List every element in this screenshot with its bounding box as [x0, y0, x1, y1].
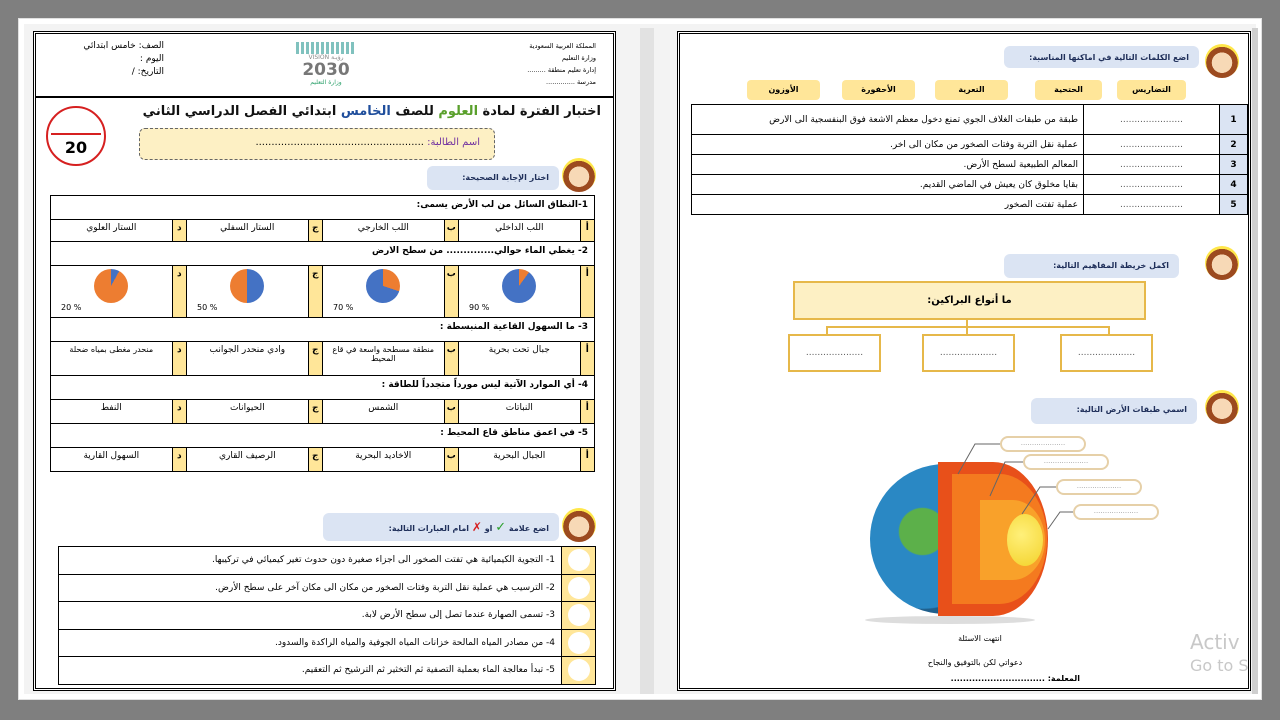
day-label: اليوم : — [139, 54, 164, 64]
answer-circle[interactable] — [562, 574, 596, 602]
score-divider — [51, 133, 101, 135]
logo-ministry: وزارة التعليم — [310, 79, 342, 86]
option-q4-a[interactable]: النباتات — [459, 400, 581, 424]
answer-blank[interactable]: ...................... — [1084, 175, 1220, 195]
option-letter: د — [172, 220, 186, 242]
option-letter: ج — [308, 342, 322, 376]
title-text: للصف — [390, 104, 439, 119]
layer-pointer-lines — [930, 434, 1090, 544]
option-q3-c[interactable]: وادي منحدر الجوانب — [187, 342, 309, 376]
option-q5-c[interactable]: الرصيف القاري — [187, 448, 309, 472]
section2-instruction — [323, 513, 559, 541]
option-letter: د — [172, 266, 186, 318]
header-school-info — [446, 40, 596, 88]
row-number: 5 — [1220, 195, 1248, 215]
title-subject: العلوم — [438, 104, 479, 119]
option-letter: ج — [308, 220, 322, 242]
option-q2-d[interactable] — [51, 266, 173, 318]
option-q5-a[interactable]: الجبال البحرية — [459, 448, 581, 472]
header-divider — [36, 96, 613, 98]
mcq-table — [50, 195, 595, 472]
exam-page-left — [33, 31, 616, 691]
word-bank-item[interactable]: التضاريس — [1117, 80, 1186, 100]
word-bank-item[interactable]: الأحفورة — [842, 80, 915, 100]
student-name-field[interactable] — [139, 128, 495, 160]
pie-chart-70-icon — [366, 269, 400, 303]
option-q1-a[interactable]: اللب الداخلي — [459, 220, 581, 242]
logo-vision-text: VISION رؤيـة — [308, 54, 344, 61]
option-letter: ب — [444, 400, 458, 424]
teacher-signature — [870, 674, 1080, 683]
concept-map-blank[interactable]: .................... — [788, 334, 881, 372]
option-q5-b[interactable]: الاخاديد البحرية — [322, 448, 444, 472]
concept-map-root: ما أنواع البراكين: — [793, 281, 1146, 320]
option-letter: أ — [580, 448, 594, 472]
statement-3: 3- تسمى الصهارة عندما تصل إلى سطح الأرض لابة. — [59, 602, 562, 630]
layer-label-blank[interactable]: .................... — [1056, 479, 1142, 495]
section5-instruction: اسمي طبقات الأرض التالية: — [1031, 398, 1197, 424]
exam-page-right — [677, 31, 1251, 691]
option-letter: د — [172, 400, 186, 424]
title-text: ابتدائي الفصل الدراسي الثاني — [142, 104, 341, 119]
row-number: 3 — [1220, 155, 1248, 175]
instruction-text: اضع علامة — [508, 524, 549, 533]
option-letter: أ — [580, 220, 594, 242]
title-grade: الخامس — [340, 104, 391, 119]
statement-5: 5- تبدأ معالجة الماء بعملية التصفية ثم التخثير ثم الترشيح ثم التعقيم. — [59, 657, 562, 685]
statement-4: 4- من مصادر المياه المالحة خزانات المياه الجوفية والمياه الراكدة والسدود. — [59, 629, 562, 657]
question-2: 2- يغطي الماء حوالي.............. من سطح الارض — [51, 242, 595, 266]
matching-table — [691, 104, 1248, 215]
definition-text: المعالم الطبيعية لسطح الأرض. — [692, 155, 1084, 175]
instruction-text: او — [484, 524, 493, 533]
option-q3-d[interactable]: منحدر مغطى بمياه ضحلة — [51, 342, 173, 376]
good-luck-message: دعواتي لكن بالتوفيق والنجاح — [927, 658, 1023, 667]
girl-avatar-icon — [562, 158, 596, 192]
page-separator — [640, 28, 654, 694]
answer-circle[interactable] — [562, 629, 596, 657]
right-scrollbar[interactable] — [1252, 28, 1258, 694]
answer-circle-icon — [568, 632, 590, 654]
girl-avatar-icon — [1205, 246, 1239, 280]
section4-instruction: اكمل خريطة المفاهيم التالية: — [1004, 254, 1179, 278]
row-number: 1 — [1220, 105, 1248, 135]
girl-avatar-icon — [1205, 390, 1239, 424]
question-4: 4- أي الموارد الآتية ليس مورداً متجدداً للطاقة : — [51, 376, 595, 400]
option-letter: ب — [444, 220, 458, 242]
option-q4-c[interactable]: الحيوانات — [187, 400, 309, 424]
option-letter: أ — [580, 400, 594, 424]
definition-text: بقايا مخلوق كان يعيش في الماضي القديم. — [692, 175, 1084, 195]
word-bank-item[interactable]: التعرية — [935, 80, 1008, 100]
region-label: إدارة تعليم منطقة ......... — [527, 66, 596, 74]
pie-chart-50-icon — [230, 269, 264, 303]
option-letter: أ — [580, 342, 594, 376]
option-letter: ب — [444, 448, 458, 472]
activation-watermark-sub: Go to S — [1190, 656, 1249, 675]
option-letter: ج — [308, 266, 322, 318]
definition-text: طبقة من طبقات الغلاف الجوي تمنع دخول معظم الاشعة فوق البنفسجية الى الارض — [692, 105, 1084, 135]
answer-circle-icon — [568, 549, 590, 571]
statement-2: 2- الترسيب هي عملية نقل التربة وفتات الصخور من مكان الى مكان آخر على سطح الأرض. — [59, 574, 562, 602]
logo-year: 2030 — [302, 60, 350, 80]
option-letter: د — [172, 448, 186, 472]
option-q3-b[interactable]: منطقة مسطحة واسعة في قاع المحيط — [322, 342, 444, 376]
row-number: 2 — [1220, 135, 1248, 155]
concept-map-connector — [826, 326, 828, 334]
answer-circle[interactable] — [562, 657, 596, 685]
option-letter: ج — [308, 400, 322, 424]
answer-circle-icon — [568, 577, 590, 599]
vision-2030-logo — [286, 42, 366, 94]
option-letter: ج — [308, 448, 322, 472]
concept-map-connector — [1108, 326, 1110, 334]
exam-title — [131, 104, 601, 119]
teacher-label: المعلمة: — [1047, 674, 1080, 683]
option-q5-d[interactable]: السهول القارية — [51, 448, 173, 472]
pie-chart-20-icon — [94, 269, 128, 303]
option-letter: ب — [444, 266, 458, 318]
ministry-label: وزارة التعليم — [561, 54, 596, 62]
girl-avatar-icon — [562, 508, 596, 542]
option-label: % 70 — [332, 303, 354, 312]
option-letter: د — [172, 342, 186, 376]
concept-map-blank[interactable]: .................... — [922, 334, 1015, 372]
answer-circle[interactable] — [562, 602, 596, 630]
option-q2-a[interactable] — [459, 266, 581, 318]
student-name-value[interactable]: ..................................................... — [255, 137, 424, 148]
pie-chart-90-icon — [502, 269, 536, 303]
option-letter: أ — [580, 266, 594, 318]
earth-shadow — [865, 616, 1035, 624]
teacher-name-blank: ............................... — [950, 674, 1045, 683]
activation-watermark: Activ — [1190, 630, 1240, 654]
concept-map-blank[interactable]: .................... — [1060, 334, 1153, 372]
layer-label-blank[interactable]: .................... — [1073, 504, 1159, 520]
answer-blank[interactable]: ...................... — [1084, 135, 1220, 155]
option-q2-c[interactable] — [187, 266, 309, 318]
layer-label-blank[interactable]: .................... — [1000, 436, 1086, 452]
option-label: % 20 — [61, 303, 82, 312]
option-q1-d[interactable]: الستار العلوي — [51, 220, 173, 242]
option-q1-c[interactable]: الستار السفلي — [187, 220, 309, 242]
answer-blank[interactable]: ...................... — [1084, 155, 1220, 175]
true-false-table — [58, 546, 596, 685]
option-q1-b[interactable]: اللب الخارجي — [322, 220, 444, 242]
row-number: 4 — [1220, 175, 1248, 195]
layer-label-blank[interactable]: .................... — [1023, 454, 1109, 470]
option-letter: ب — [444, 342, 458, 376]
title-text: اختبار الفترة لمادة — [478, 104, 601, 119]
score-total: 20 — [64, 138, 88, 157]
option-label: % 50 — [197, 303, 218, 312]
end-of-questions: انتهت الاسئلة — [958, 634, 1002, 643]
student-name-label: اسم الطالبة: — [427, 137, 480, 148]
school-label: مدرسة .............. — [546, 78, 596, 86]
question-3: 3- ما السهول القاعية المنبسطة : — [51, 318, 595, 342]
instruction-text: امام العبارات التالية: — [388, 524, 470, 533]
statement-1: 1- التجوية الكيميائية هي تفتت الصخور الى اجزاء صغيرة دون حدوث تغير كيميائي في تركيبها. — [59, 547, 562, 575]
cross-icon: ✗ — [471, 520, 482, 534]
header-student-info — [54, 40, 164, 79]
answer-blank[interactable]: ...................... — [1084, 195, 1220, 215]
girl-avatar-icon — [1205, 44, 1239, 78]
concept-map-connector — [966, 326, 968, 334]
section1-instruction: اختار الإجابة الصحيحة: — [427, 166, 559, 190]
answer-circle-icon — [568, 659, 590, 681]
definition-text: عملية نقل التربة وفتات الصخور من مكان الى اخر. — [692, 135, 1084, 155]
logo-dots-icon — [296, 42, 356, 54]
question-1: 1-النطاق السائل من لب الأرض يسمى: — [51, 196, 595, 220]
grade-label: الصف: خامس ابتدائي — [83, 41, 164, 51]
option-q4-b[interactable]: الشمس — [322, 400, 444, 424]
option-q4-d[interactable]: النفط — [51, 400, 173, 424]
date-label: التاريخ: / — [131, 67, 164, 77]
option-q2-b[interactable] — [322, 266, 444, 318]
option-label: % 90 — [469, 303, 490, 312]
word-bank-item[interactable]: الأوزون — [747, 80, 820, 100]
word-bank-item[interactable]: الحتحية — [1035, 80, 1102, 100]
answer-circle-icon — [568, 604, 590, 626]
answer-blank[interactable]: ...................... — [1084, 105, 1220, 135]
answer-circle[interactable] — [562, 547, 596, 575]
option-q3-a[interactable]: جبال تحت بحرية — [459, 342, 581, 376]
definition-text: عملية تفتت الصخور — [692, 195, 1084, 215]
score-circle — [46, 106, 106, 166]
question-5: 5- في اعمق مناطق قاع المحيط : — [51, 424, 595, 448]
section3-instruction: اضع الكلمات التالية في اماكنها المناسبة: — [1004, 46, 1199, 68]
check-icon: ✓ — [495, 520, 507, 535]
kingdom-label: المملكة العربية السعودية — [529, 42, 596, 50]
